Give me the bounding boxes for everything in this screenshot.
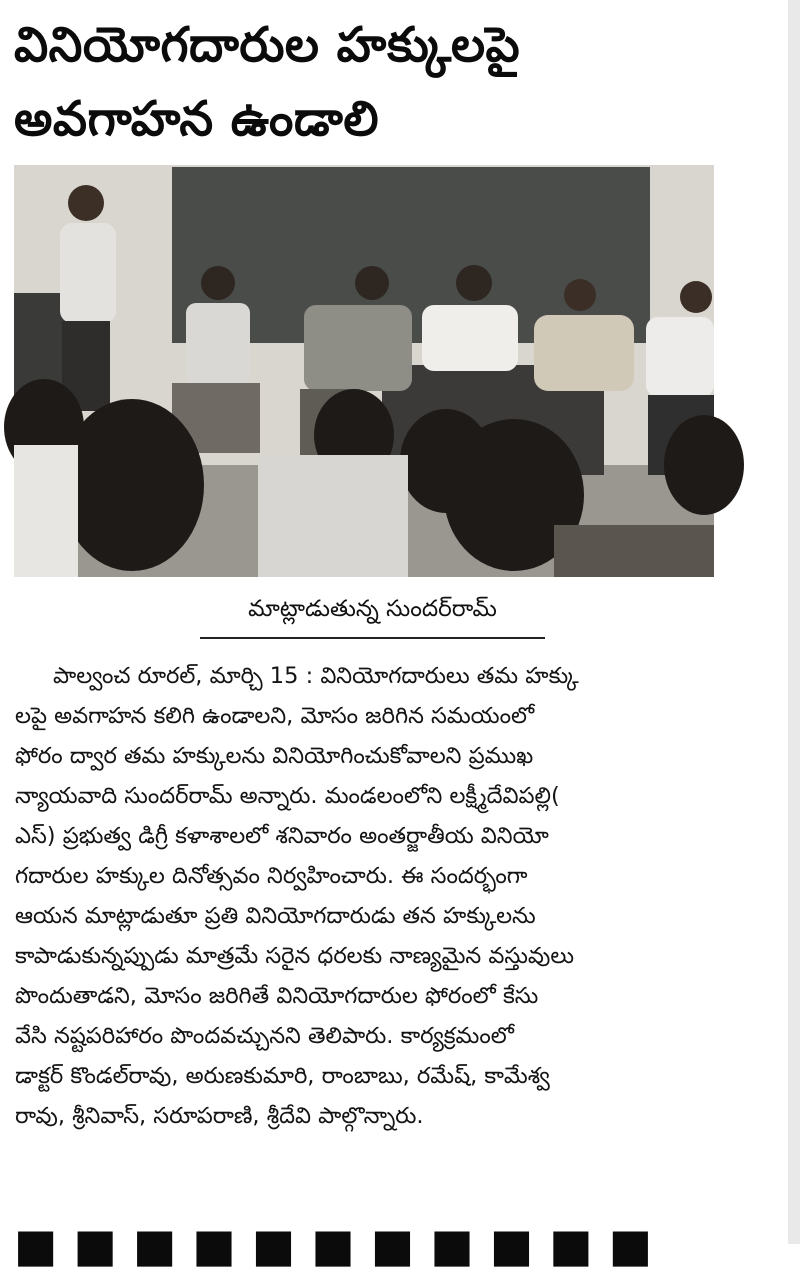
article-headline — [14, 8, 734, 156]
caption-underline — [200, 637, 545, 639]
body-line: పొందుతాడని, మోసం జరిగితే వినియోగదారుల ఫోరంలో కేసు — [15, 983, 539, 1009]
body-line: పాల్వంచ రూరల్‌, మార్చి 15 : వినియోగదారులు తమ హక్కు — [53, 663, 579, 689]
next-article-headline-glyphs: ■ ■ ■ ■ ■ ■ ■ ■ ■ ■ ■ — [14, 1218, 653, 1272]
photo-caption: మాట్లాడుతున్న సుందర్‌రామ్ — [248, 596, 497, 622]
body-line: వేసి నష్టపరిహారం పొందవచ్చునని తెలిపారు. కార్యక్రమంలో — [15, 1023, 514, 1049]
page-edge-strip — [788, 0, 800, 1244]
body-line: ఎస్‌) ప్రభుత్వ డిగ్రీ కళాశాలలో శనివారం అంతర్జాతీయ వినియో — [15, 823, 549, 849]
body-line: లపై అవగాహన కలిగి ఉండాలని, మోసం జరిగిన సమయంలో — [15, 703, 535, 729]
body-line: ఆయన మాట్లాడుతూ ప్రతి వినియోగదారుడు తన హక్కులను — [15, 903, 536, 929]
body-line: కాపాడుకున్నప్పుడు మాత్రమే సరైన ధరలకు నాణ్యమైన వస్తువులు — [15, 943, 575, 969]
headline-line-1: వినియోగదారుల హక్కులపై — [14, 17, 521, 73]
body-line: రావు, శ్రీనివాస్‌, సరూపరాణి, శ్రీదేవి పాల్గొన్నారు. — [15, 1103, 424, 1129]
next-article-headline-cropped — [14, 1208, 734, 1272]
article-photo — [14, 165, 714, 577]
article-body — [15, 656, 715, 1136]
body-line: గదారుల హక్కుల దినోత్సవం నిర్వహించారు. ఈ సందర్భంగా — [15, 863, 528, 889]
body-line: న్యాయవాది సుందర్‌రామ్‌ అన్నారు. మండలంలోని లక్ష్మీదేవిపల్లి( — [15, 783, 560, 809]
headline-line-2: అవగాహన ఉండాలి — [14, 91, 380, 147]
body-line: డాక్టర్‌ కొండల్‌రావు, అరుణకుమారి, రాంబాబు, రమేష్‌, కామేశ్వ — [15, 1063, 550, 1089]
body-line: ఫోరం ద్వార తమ హక్కులను వినియోగించుకోవాలని ప్రముఖ — [15, 743, 534, 769]
